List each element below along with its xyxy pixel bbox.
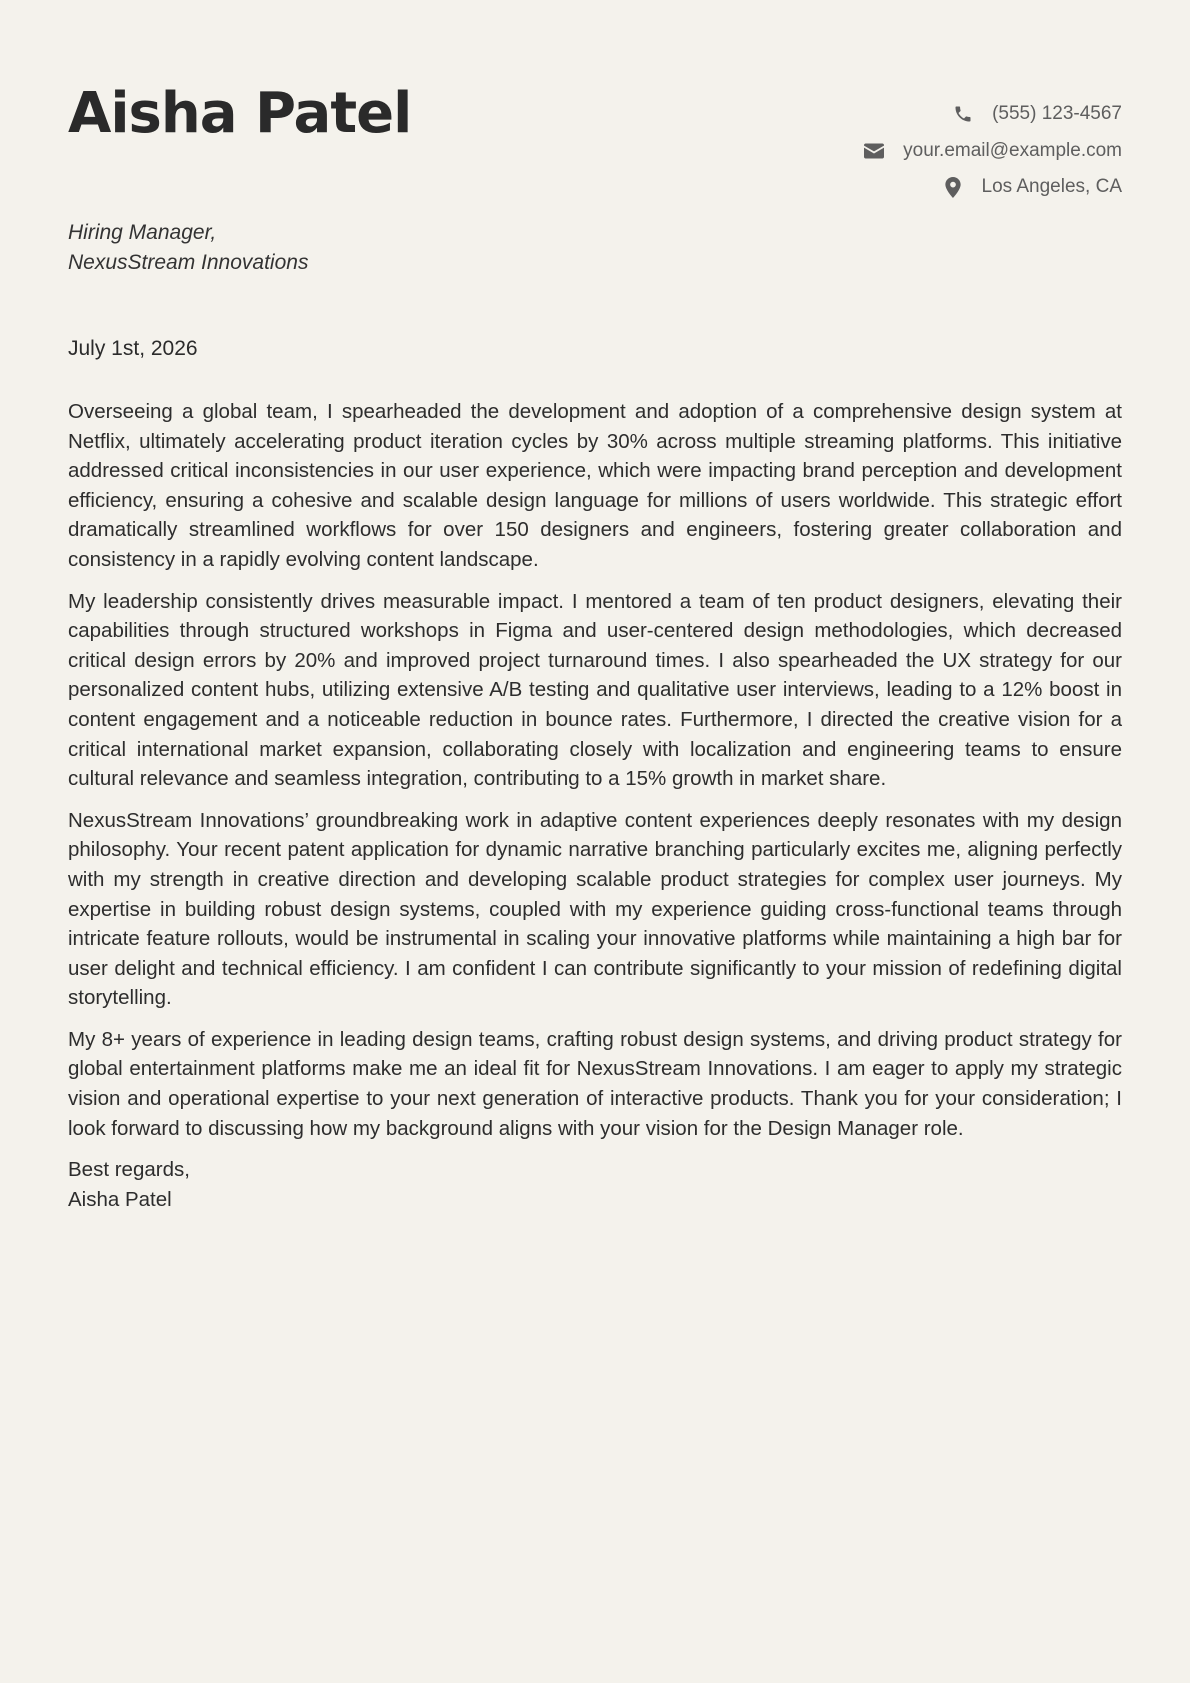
paragraph: Overseeing a global team, I spearheaded the development and adoption of a comprehensive design system at Netflix, ultimately accelerating product iteration cycles by 30% across multiple streaming platforms. This initiative addressed critical inconsistencies in our user experience, which were impacting brand perception and development efficiency, ensuring a cohesive and scalable design language for millions of users worldwide. This strategic effort dramatically streamlined workflows for over 150 designers and engineers, fostering greater collaboration and consistency in a rapidly evolving content landscape. bbox=[68, 400, 1122, 571]
recipient-company: NexusStream Innovations bbox=[68, 251, 309, 274]
applicant-name: Aisha Patel bbox=[68, 81, 412, 146]
paragraph: NexusStream Innovations’ groundbreaking work in adaptive content experiences deeply resonates with my design philosophy. Your recent patent application for dynamic narrative branching particularly excites me, aligning perfectly with my strength in creative direction and developing scalable product strategies for complex user journeys. My expertise in building robust design systems, coupled with my experience guiding cross-functional teams through intricate feature rollouts, would be instrumental in scaling your innovative platforms while maintaining a high bar for user delight and technical efficiency. I am confident I can contribute significantly to your mission of redefining digital storytelling. bbox=[68, 808, 1122, 1010]
letter-date: July 1st, 2026 bbox=[68, 337, 198, 360]
closing-signature: Aisha Patel bbox=[68, 1187, 172, 1211]
closing-salutation: Best regards, bbox=[68, 1158, 190, 1182]
phone-icon bbox=[952, 103, 974, 125]
map-pin-icon bbox=[942, 176, 964, 198]
recipient-title: Hiring Manager, bbox=[68, 221, 217, 244]
contact-phone bbox=[863, 96, 1122, 133]
paragraph: My leadership consistently drives measurable impact. I mentored a team of ten product designers, elevating their capabilities through structured workshops in Figma and user-centered design methodologies, which decreased critical design errors by 20% and improved project turnaround times. I also spearheaded the UX strategy for our personalized content hubs, utilizing extensive A/B testing and qualitative user interviews, leading to a 12% boost in content engagement and a noticeable reduction in bounce rates. Furthermore, I directed the creative vision for a critical international market expansion, collaborating closely with localization and engineering teams to ensure cultural relevance and seamless integration, contributing to a 15% growth in market share. bbox=[68, 589, 1122, 791]
paragraph: My 8+ years of experience in leading design teams, crafting robust design systems, and driving product strategy for global entertainment platforms make me an ideal fit for NexusStream Innovations. I am eager to apply my strategic vision and operational expertise to your next generation of interactive products. Thank you for your consideration; I look forward to discussing how my background aligns with your vision for the Design Manager role. bbox=[68, 1027, 1122, 1140]
envelope-icon bbox=[863, 140, 885, 162]
phone-text: (555) 123-4567 bbox=[992, 103, 1122, 125]
contact-location bbox=[863, 169, 1122, 206]
closing-block bbox=[68, 1155, 1122, 1214]
email-text: your.email@example.com bbox=[903, 139, 1122, 161]
contact-email bbox=[863, 133, 1122, 170]
contact-info bbox=[863, 96, 1122, 206]
recipient-block bbox=[68, 218, 308, 278]
location-text: Los Angeles, CA bbox=[981, 176, 1122, 198]
letter-body bbox=[68, 397, 1122, 1214]
